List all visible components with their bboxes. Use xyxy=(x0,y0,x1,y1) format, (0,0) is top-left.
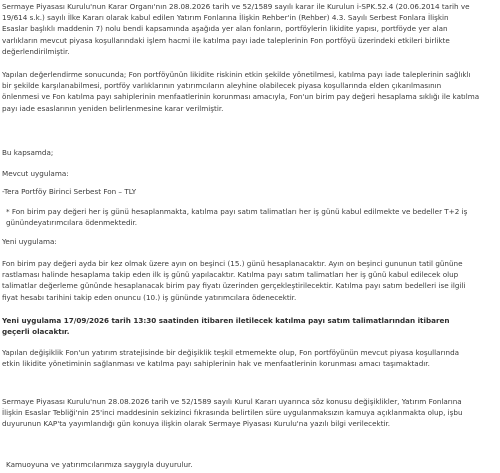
text-line: günündeyatırımcılara ödenmektedir. xyxy=(6,218,138,228)
text-line: 19/614 s.k.) sayılı İlke Kararı olarak kabul edilen Yatırım Fonlarına İlişkin Rehber'in (Rehber) 4.3. Sayılı Serbest Fonlara İlişkin xyxy=(2,13,449,23)
text-line: İlişkin Esaslar Tebliği'nin 25'inci maddesinin sekizinci fıkrasında belirtilen süre uygulanmaksızın kamuya açıklanmakta olup, işbu xyxy=(2,408,463,418)
text-line: Sermaye Piyasası Kurulu'nun Karar Organı'nın 28.08.2026 tarih ve 52/1589 sayılı karar ile Kurulun i-SPK.52.4 (20.06.2014 tarih ve xyxy=(2,2,470,11)
current-practice-heading: Mevcut uygulama: xyxy=(2,169,69,178)
text-line: değerlendirilmiştir. xyxy=(2,46,70,56)
text-line: fiyat hesabı tarihini takip eden onuncu (10.) iş gününde yatırımcılara ödenecektir. xyxy=(2,292,297,302)
text-line: etkin likidite yönetiminin sağlanması ve katılma payı sahiplerinin hak ve menfaatlerinin korunması amacı taşımaktadır. xyxy=(2,359,430,369)
text-line: Sermaye Piyasası Kurulu'nun 28.08.2026 tarih ve 52/1589 sayılı Kurul Kararı uyarınca söz konusu değişiklikler, Yatırım Fonlarına xyxy=(2,397,462,406)
new-practice-rule xyxy=(2,258,496,303)
text-line: önlenmesi ve Fon katılma payı sahiplerinin menfaatlerinin korunması amacıyla, Fon'un birim pay değeri hesaplama sıklığı ile katılma xyxy=(2,92,480,102)
text-line: Yapılan değerlendirme sonucunda; Fon portföyünün likidite riskinin etkin şekilde yönetilmesi, katılma payı iade taleplerinin sağlıklı xyxy=(2,70,471,79)
paragraph-strategy xyxy=(2,347,496,369)
text-line: geçerli olacaktır. xyxy=(2,327,70,337)
effective-date-notice xyxy=(2,315,496,337)
closing-line: Kamuoyuna ve yatırımcılarımıza saygıyla duyurulur. xyxy=(6,460,193,469)
text-line: Esaslar başlıklı maddenin 7) nolu bendi kapsamında aşağıda yer alan fonların, portföylerin likidite yapısı, portföyde yer alan xyxy=(2,24,448,34)
text-line: Fon birim pay değeri ayda bir kez olmak üzere ayın on beşinci (15.) günü hesaplanacaktır. Ayın on beşinci gununun tatil gününe xyxy=(2,259,463,268)
paragraph-intro xyxy=(2,1,496,57)
text-line: * Fon birim pay değeri her iş günü hesaplanmakta, katılma payı satım talimatları her iş günü kabul edilmekte ve bedeller T+2 iş xyxy=(6,207,468,216)
text-line: payı iade esaslarının yeniden belirlenmesine karar verilmiştir. xyxy=(2,103,224,113)
text-line: bir şekilde karşılanabilmesi, portföy varlıklarının yatırımcıların aleyhine olabilecek piyasa koşullarında elden çıkarılmasının xyxy=(2,81,442,91)
new-practice-heading: Yeni uygulama: xyxy=(2,237,57,246)
current-practice-rule xyxy=(6,206,500,228)
text-line: rastlaması halinde hesaplama takip eden ilk iş günü yapılacaktır. Katılma payı satım talimatları her iş günü kabul edilecek olup xyxy=(2,270,459,280)
text-line: Yeni uygulama 17/09/2026 tarih 13:30 saatinden itibaren iletilecek katılma payı satım talimatlarından itibaren xyxy=(2,316,450,325)
paragraph-evaluation xyxy=(2,69,496,114)
scope-line: Bu kapsamda; xyxy=(2,148,54,157)
text-line: Yapılan değişiklik Fon'un yatırım stratejisinde bir değişiklik teşkil etmemekte olup, Fon portföyünün mevcut piyasa koşullarında xyxy=(2,348,460,357)
text-line: duyurunun KAP'ta yayımlandığı gün konuya ilişkin olarak Sermaye Piyasası Kurulu'na yazılı bilgi verilecektir. xyxy=(2,419,391,429)
text-line: talimatlar değerleme gününde hesaplanacak birim pay fiyatı üzerinden gerçekleştirilecektir. Katılma payı satım bedelleri ise ilgili xyxy=(2,281,466,291)
paragraph-board-decision xyxy=(2,396,496,430)
fund-name: -Tera Portföy Birinci Serbest Fon – TLY xyxy=(2,187,137,196)
text-line: varlıkların mevcut piyasa koşullarındaki işlem hacmi ile katılma payı iade taleplerinin Fon portföyü üzerindeki etkileri birlikte xyxy=(2,35,450,45)
